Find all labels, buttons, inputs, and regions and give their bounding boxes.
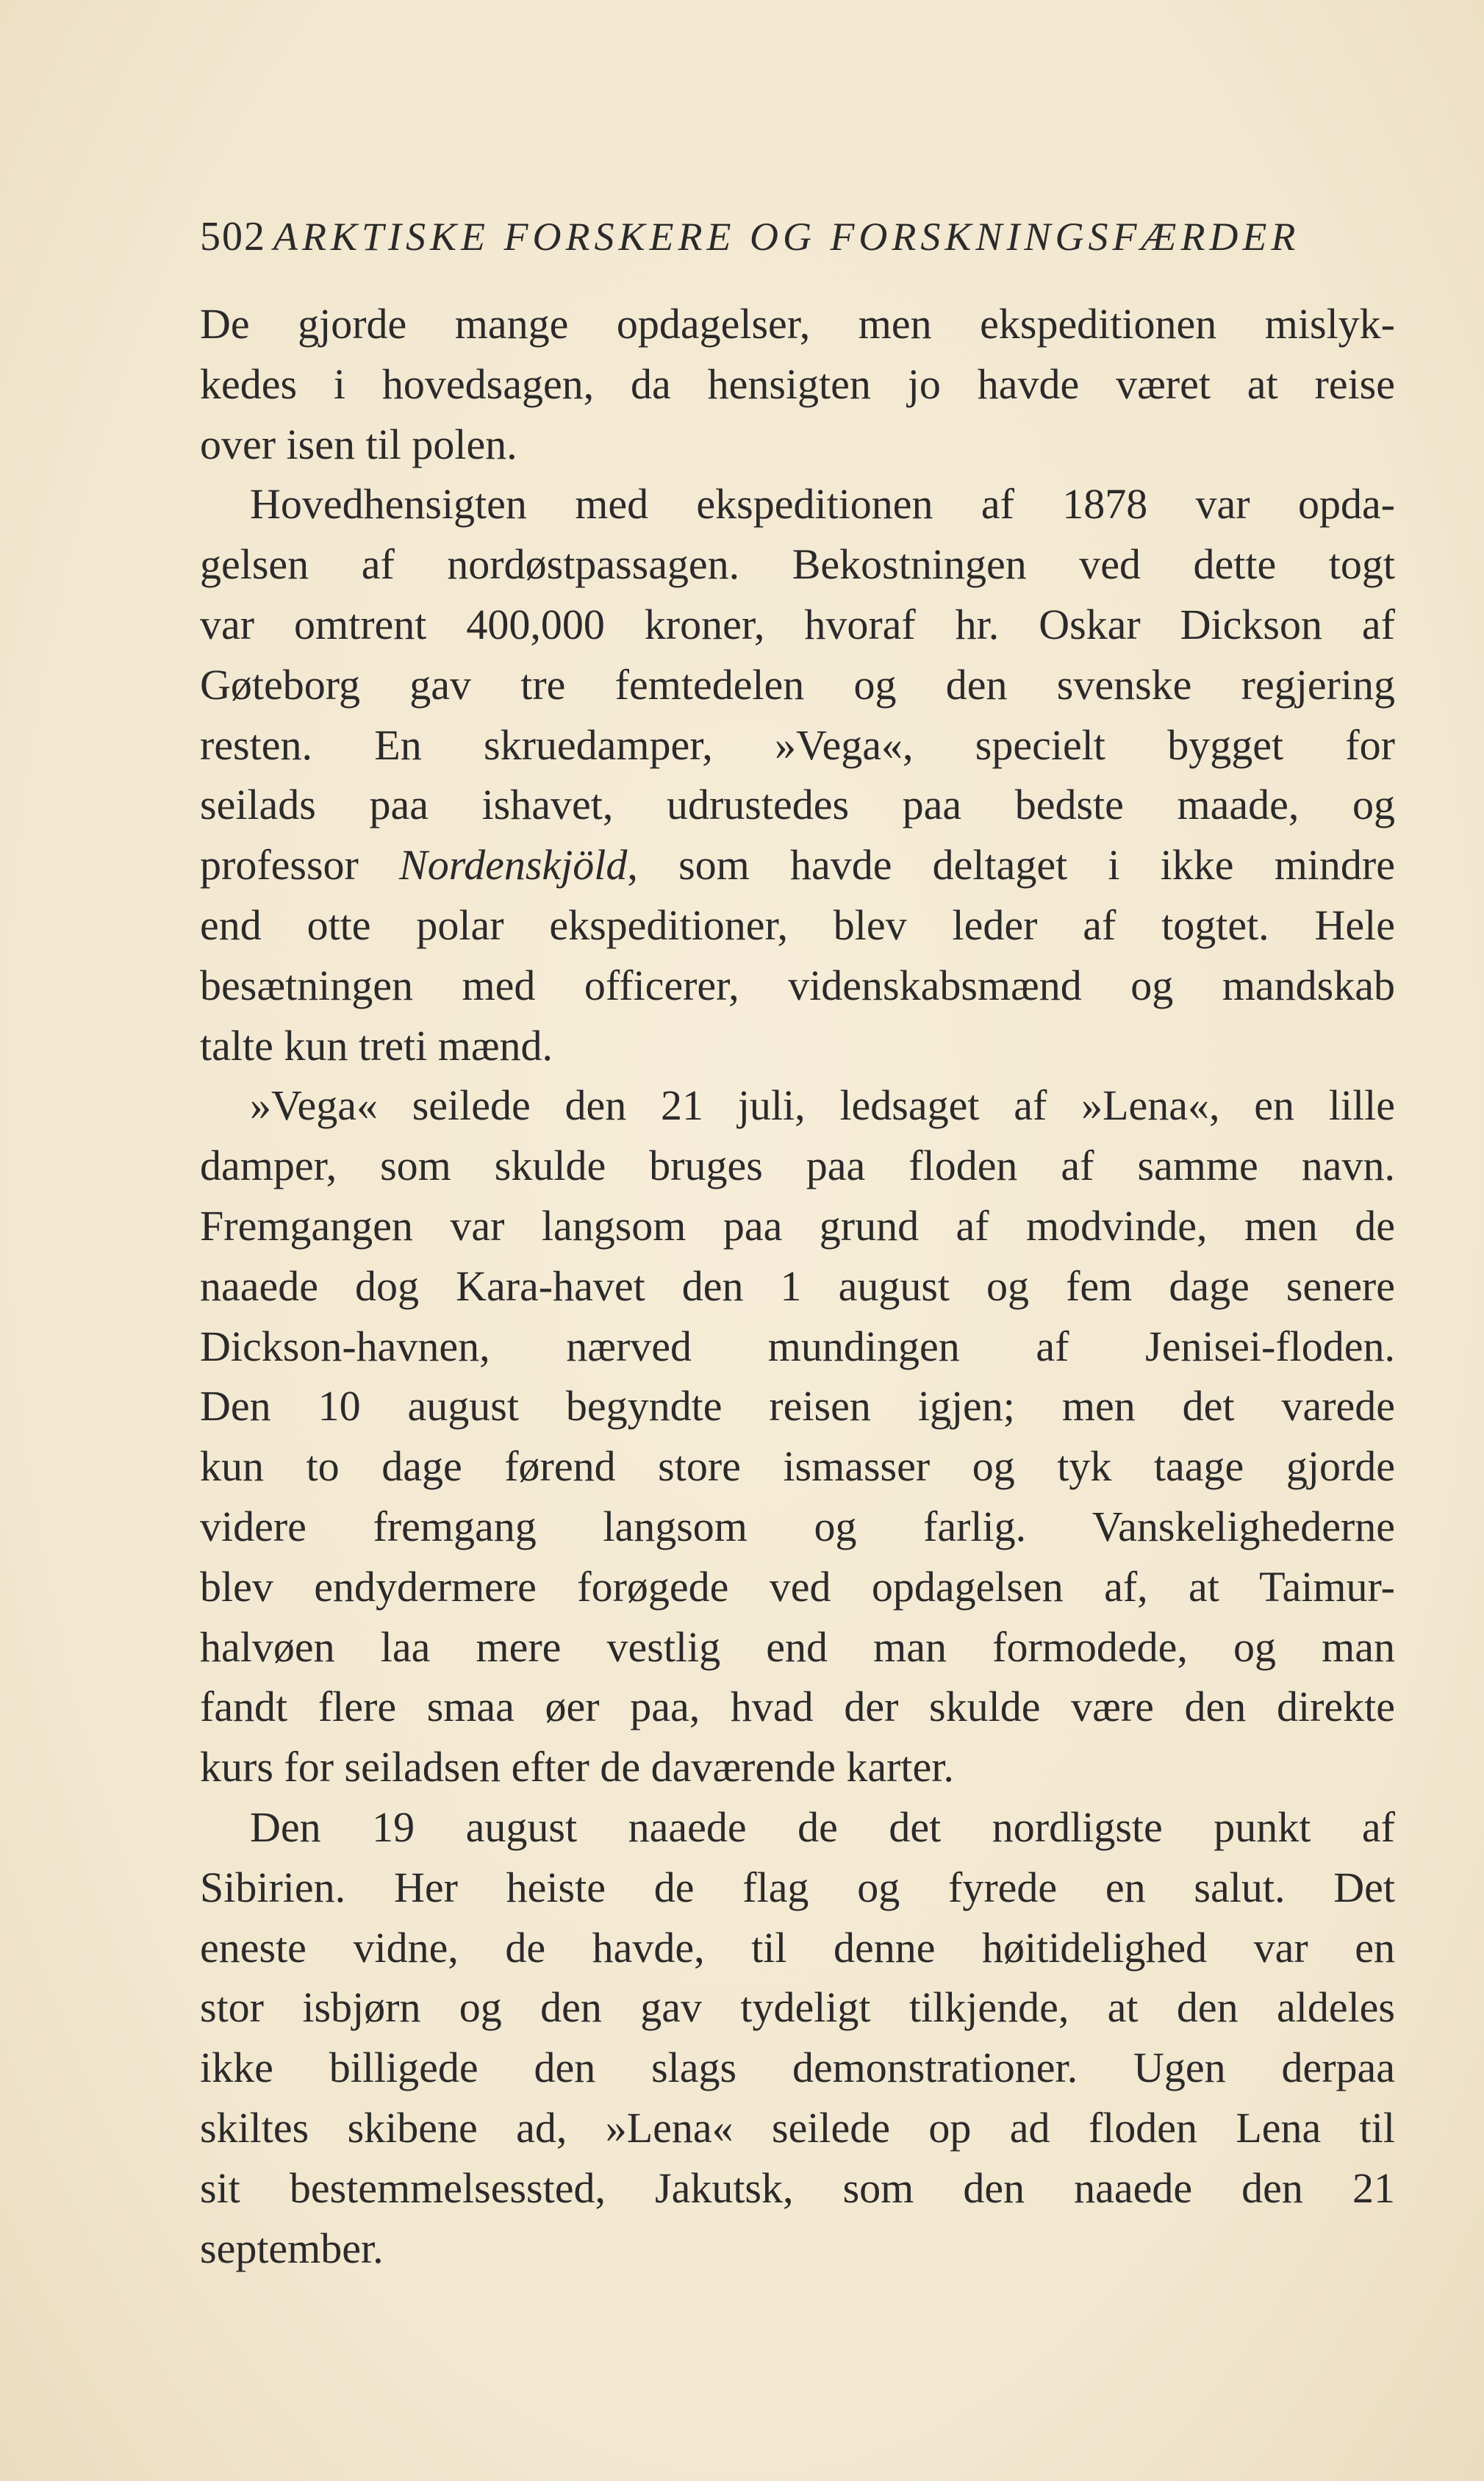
text-line: seilads paa ishavet, udrustedes paa bedste maade, og bbox=[200, 781, 1395, 829]
running-head bbox=[200, 207, 1391, 266]
text-line: sit bestemmelsessted, Jakutsk, som den naaede den 21 bbox=[200, 2163, 1395, 2212]
text-line: gelsen af nordøstpassagen. Bekostningen ved dette togt bbox=[200, 540, 1395, 589]
text-segment: professor bbox=[200, 841, 400, 889]
text-line: Sibirien. Her heiste de flag og fyrede en salut. Det bbox=[200, 1863, 1395, 1911]
text-line: kurs for seiladsen efter de daværende karter. bbox=[200, 1743, 954, 1791]
text-line: var omtrent 400,000 kroner, hvoraf hr. Oskar Dickson af bbox=[200, 600, 1395, 648]
text-line: ikke billigede den slags demonstrationer. Ugen derpaa bbox=[200, 2044, 1395, 2092]
body-text bbox=[200, 294, 1395, 2278]
text-line: halvøen laa mere vestlig end man formodede, og man bbox=[200, 1622, 1395, 1671]
text-line: Den 19 august naaede de det nordligste punkt af bbox=[250, 1802, 1395, 1851]
text-line: kun to dage førend store ismasser og tyk taage gjorde bbox=[200, 1442, 1395, 1491]
text-line: talte kun treti mænd. bbox=[200, 1021, 553, 1070]
text-line: Hovedhensigten med ekspeditionen af 1878 var opda- bbox=[250, 480, 1395, 529]
text-line: damper, som skulde bruges paa floden af samme navn. bbox=[200, 1142, 1395, 1190]
text-line: besætningen med officerer, videnskabsmænd og mandskab bbox=[200, 961, 1395, 1009]
text-line: Gøteborg gav tre femtedelen og den svenske regjering bbox=[200, 660, 1395, 709]
text-line bbox=[200, 835, 1395, 895]
page-number: 502 bbox=[200, 214, 266, 259]
italic-name: Nordenskjöld bbox=[399, 841, 628, 889]
text-line: naaede dog Kara-havet den 1 august og fem dage senere bbox=[200, 1261, 1395, 1310]
text-line: De gjorde mange opdagelser, men ekspeditionen mislyk- bbox=[200, 300, 1395, 348]
text-line: »Vega« seilede den 21 juli, ledsaget af »Lena«, en lille bbox=[250, 1081, 1395, 1130]
text-line: stor isbjørn og den gav tydeligt tilkjende, at den aldeles bbox=[200, 1983, 1395, 2032]
text-line: blev endydermere forøgede ved opdagelsen af, at Taimur- bbox=[200, 1562, 1395, 1611]
text-line: Fremgangen var langsom paa grund af modvinde, men de bbox=[200, 1201, 1395, 1250]
text-line: end otte polar ekspeditioner, blev leder af togtet. Hele bbox=[200, 901, 1395, 949]
text-line: Dickson-havnen, nærved mundingen af Jenisei-floden. bbox=[200, 1322, 1395, 1370]
running-title: ARKTISKE FORSKERE OG FORSKNINGSFÆRDER bbox=[273, 215, 1300, 259]
text-line: over isen til polen. bbox=[200, 420, 517, 468]
text-line: skiltes skibene ad, »Lena« seilede op ad floden Lena til bbox=[200, 2103, 1395, 2152]
text-line: videre fremgang langsom og farlig. Vanskelighederne bbox=[200, 1502, 1395, 1550]
text-line: september. bbox=[200, 2224, 384, 2272]
text-line: eneste vidne, de havde, til denne høitidelighed var en bbox=[200, 1923, 1395, 1972]
text-line: kedes i hovedsagen, da hensigten jo havde været at reise bbox=[200, 359, 1395, 408]
text-line: fandt flere smaa øer paa, hvad der skulde være den direkte bbox=[200, 1683, 1395, 1731]
text-segment: , som havde deltaget i ikke mindre bbox=[627, 841, 1395, 889]
text-line: resten. En skruedamper, »Vega«, specielt bygget for bbox=[200, 720, 1395, 769]
text-line: Den 10 august begyndte reisen igjen; men det varede bbox=[200, 1382, 1395, 1431]
